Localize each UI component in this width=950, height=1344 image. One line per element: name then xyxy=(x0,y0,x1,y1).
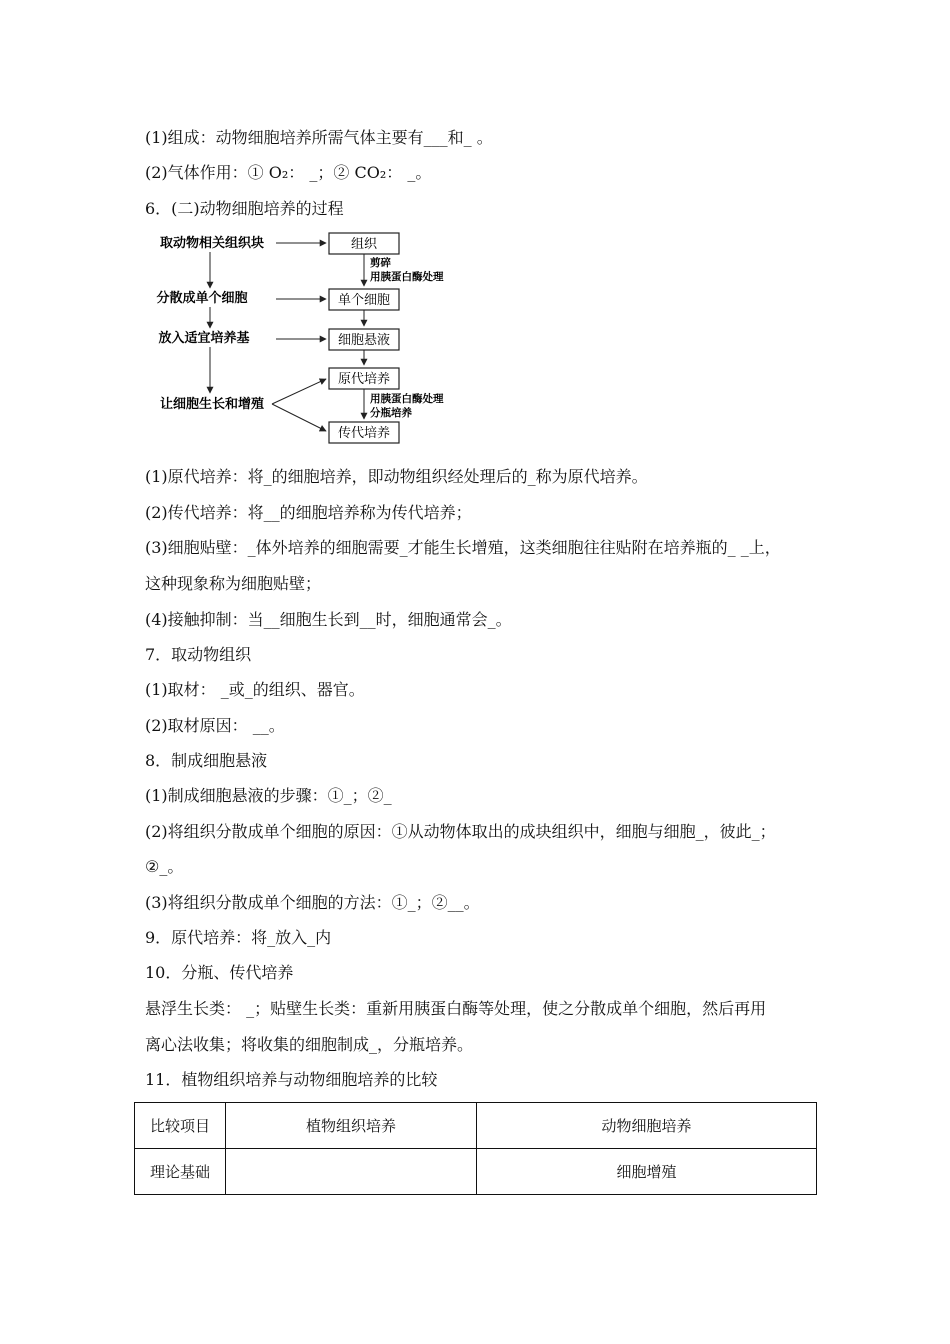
table-row xyxy=(135,1149,817,1195)
stage-label: 传代培养 xyxy=(337,426,391,441)
culture-process-diagram xyxy=(150,228,470,450)
text-line: (3)将组织分散成单个细胞的方法：①_；②__。 xyxy=(145,893,480,912)
table-cell: 比较项目 xyxy=(135,1103,226,1149)
branch-arrow xyxy=(272,379,326,404)
process-note: 用胰蛋白酶处理 xyxy=(370,393,444,405)
section-heading: 6．(二)动物细胞培养的过程 xyxy=(145,199,344,218)
table-cell: 植物组织培养 xyxy=(226,1103,477,1149)
table-header-row xyxy=(135,1103,817,1149)
text-line: ②_。 xyxy=(145,857,184,876)
text-line: (1)组成：动物细胞培养所需气体主要有___和_ 。 xyxy=(145,128,493,147)
text-line: 离心法收集；将收集的细胞制成_，分瓶培养。 xyxy=(145,1035,474,1054)
stage-label: 单个细胞 xyxy=(337,293,391,308)
branch-arrow xyxy=(272,404,326,431)
section-heading: 7．取动物组织 xyxy=(145,645,252,664)
stage-label: 组织 xyxy=(350,237,378,252)
stage-label: 细胞悬液 xyxy=(337,333,391,348)
text-line: 这种现象称为细胞贴壁； xyxy=(145,574,322,593)
section-heading: 10．分瓶、传代培养 xyxy=(145,963,294,982)
section-heading: 8．制成细胞悬液 xyxy=(145,751,268,770)
process-note: 剪碎 xyxy=(370,257,391,269)
text-line: (1)原代培养：将_的细胞培养，即动物组织经处理后的_称为原代培养。 xyxy=(145,467,648,486)
text-line: (4)接触抑制：当__细胞生长到__时，细胞通常会_。 xyxy=(145,610,512,629)
text-line: (2)取材原因： __。 xyxy=(145,716,285,735)
table-cell: 细胞增殖 xyxy=(477,1149,817,1195)
text-line: (2)气体作用：① O₂： _；② CO₂： _。 xyxy=(145,163,432,182)
table-cell: 理论基础 xyxy=(135,1149,226,1195)
step-label: 取动物相关组织块 xyxy=(159,236,265,251)
section-heading: 9．原代培养：将_放入_内 xyxy=(145,928,332,947)
text-line: 悬浮生长类： _；贴壁生长类：重新用胰蛋白酶等处理，使之分散成单个细胞，然后再用 xyxy=(145,999,767,1018)
comparison-table xyxy=(134,1102,817,1195)
process-note: 用胰蛋白酶处理 xyxy=(370,271,444,283)
text-line: (2)传代培养：将__的细胞培养称为传代培养； xyxy=(145,503,472,522)
step-label: 放入适宜培养基 xyxy=(158,331,250,346)
step-label: 让细胞生长和增殖 xyxy=(159,397,265,412)
step-label: 分散成单个细胞 xyxy=(156,291,248,306)
table-cell xyxy=(226,1149,477,1195)
text-line: (2)将组织分散成单个细胞的原因：①从动物体取出的成块组织中，细胞与细胞_，彼此_； xyxy=(145,822,776,841)
text-line: (1)取材： _或_的组织、器官。 xyxy=(145,680,365,699)
text-line: (3)细胞贴壁：_体外培养的细胞需要_才能生长增殖，这类细胞往往贴附在培养瓶的_ _上， xyxy=(145,538,781,557)
process-note: 分瓶培养 xyxy=(370,407,412,419)
stage-label: 原代培养 xyxy=(337,372,391,387)
text-line: (1)制成细胞悬液的步骤：①_；②_ xyxy=(145,786,392,805)
table-cell: 动物细胞培养 xyxy=(477,1103,817,1149)
section-heading: 11．植物组织培养与动物细胞培养的比较 xyxy=(145,1070,438,1089)
